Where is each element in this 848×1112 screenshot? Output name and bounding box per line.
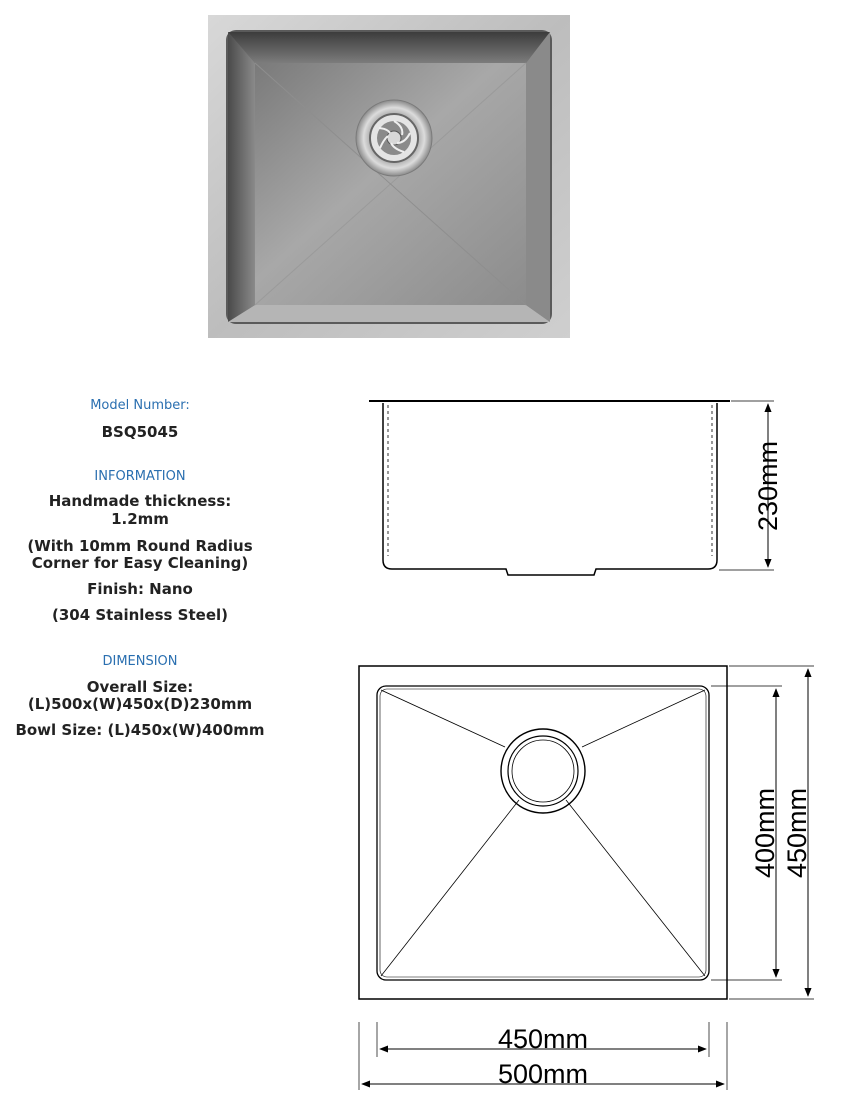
bowl-size-text: Bowl Size: (L)450x(W)400mm: [15, 721, 265, 739]
thickness-line-2: 1.2mm: [111, 510, 169, 528]
material-text: (304 Stainless Steel): [51, 606, 228, 624]
overall-size-line-1: Overall Size:: [86, 678, 194, 696]
overall-size-line-2: (L)500x(W)450x(D)230mm: [27, 695, 253, 713]
side-view: [369, 401, 774, 575]
dimension-heading: DIMENSION: [102, 654, 178, 669]
overall-width-dimension: 450mm: [782, 787, 812, 879]
radius-line-1: (With 10mm Round Radius: [27, 537, 253, 555]
finish-text: Finish: Nano: [87, 580, 193, 598]
thickness-line-1: Handmade thickness:: [48, 492, 232, 510]
radius-line-2: Corner for Easy Cleaning): [31, 554, 249, 572]
bowl-width-dimension: 400mm: [750, 787, 780, 879]
overall-length-dimension: 500mm: [497, 1059, 589, 1089]
depth-dimension: 230mm: [753, 440, 783, 532]
information-heading: INFORMATION: [94, 469, 186, 484]
model-number-label: Model Number:: [90, 398, 190, 413]
bowl-length-dimension: 450mm: [497, 1024, 589, 1054]
model-number-value: BSQ5045: [101, 423, 179, 441]
